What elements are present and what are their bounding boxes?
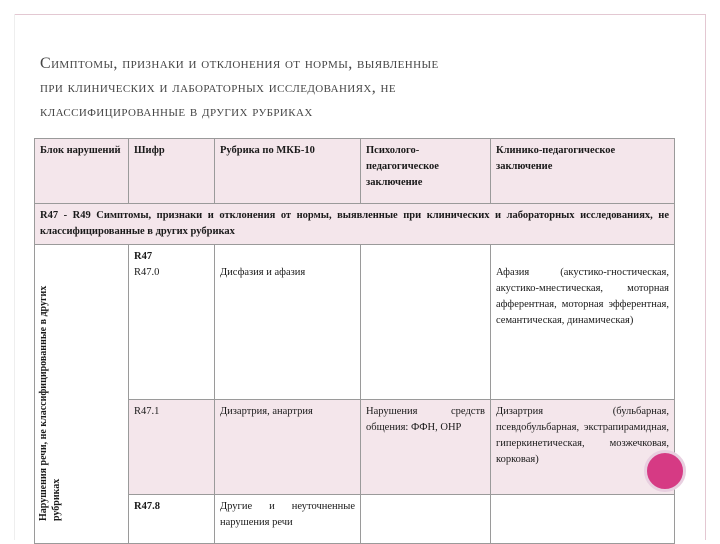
header-clinical: Клинико-педагогическое заключение (491, 139, 675, 204)
table-band-row (35, 204, 675, 245)
title-line-1: Симптомы, признаки и отклонения от нормы, выявленные (40, 55, 439, 72)
header-rubric: Рубрика по МКБ-10 (215, 139, 361, 204)
code-r47-0: R47.0 (134, 267, 160, 278)
block-label: Нарушения речи, не классифицированные в других рубриках (38, 285, 62, 521)
slide-frame-left (14, 14, 15, 540)
table-row (35, 400, 675, 495)
rubric-cell: Дизартрия, анартрия (215, 400, 361, 495)
icd-table (34, 138, 675, 544)
code-cell: R47.1 (129, 400, 215, 495)
slide-frame-top (14, 14, 706, 15)
band-text: R47 - R49 Симптомы, признаки и отклонения от нормы, выявленные при клинических и лабораторных исследованиях, не классифицированные в других рубриках (35, 204, 675, 245)
decorative-circle-icon (644, 450, 686, 492)
clinical-cell: Дизартрия (бульбарная, псевдобульбарная, экстрапирамидная, гиперкинетическая, мозжечковая, корковая) (491, 400, 675, 495)
code-cell (129, 245, 215, 400)
clinical-cell: Афазия (акустико-гностическая, акустико-мнестическая, моторная афферентная, моторная эфферентная, семантическая, динамическая) (491, 245, 675, 400)
slide-frame-right (705, 14, 706, 540)
clinical-cell (491, 495, 675, 544)
title-line-2: при клинических и лабораторных исследованиях, не (40, 79, 396, 96)
psych-cell (361, 245, 491, 400)
header-block: Блок нарушений (35, 139, 129, 204)
block-cell (35, 245, 129, 544)
psych-cell: Нарушения средств общения: ФФН, ОНР (361, 400, 491, 495)
table-row (35, 495, 675, 544)
table-header-row (35, 139, 675, 204)
table-row (35, 245, 675, 400)
code-cell: R47.8 (129, 495, 215, 544)
psych-cell (361, 495, 491, 544)
title-line-3: классифицированные в других рубриках (40, 103, 313, 120)
code-r47: R47 (134, 251, 153, 262)
slide-title (40, 52, 660, 124)
header-code: Шифр (129, 139, 215, 204)
header-psych: Психолого-педагогическое заключение (361, 139, 491, 204)
rubric-cell: Дисфазия и афазия (215, 245, 361, 400)
rubric-cell: Другие и неуточненные нарушения речи (215, 495, 361, 544)
